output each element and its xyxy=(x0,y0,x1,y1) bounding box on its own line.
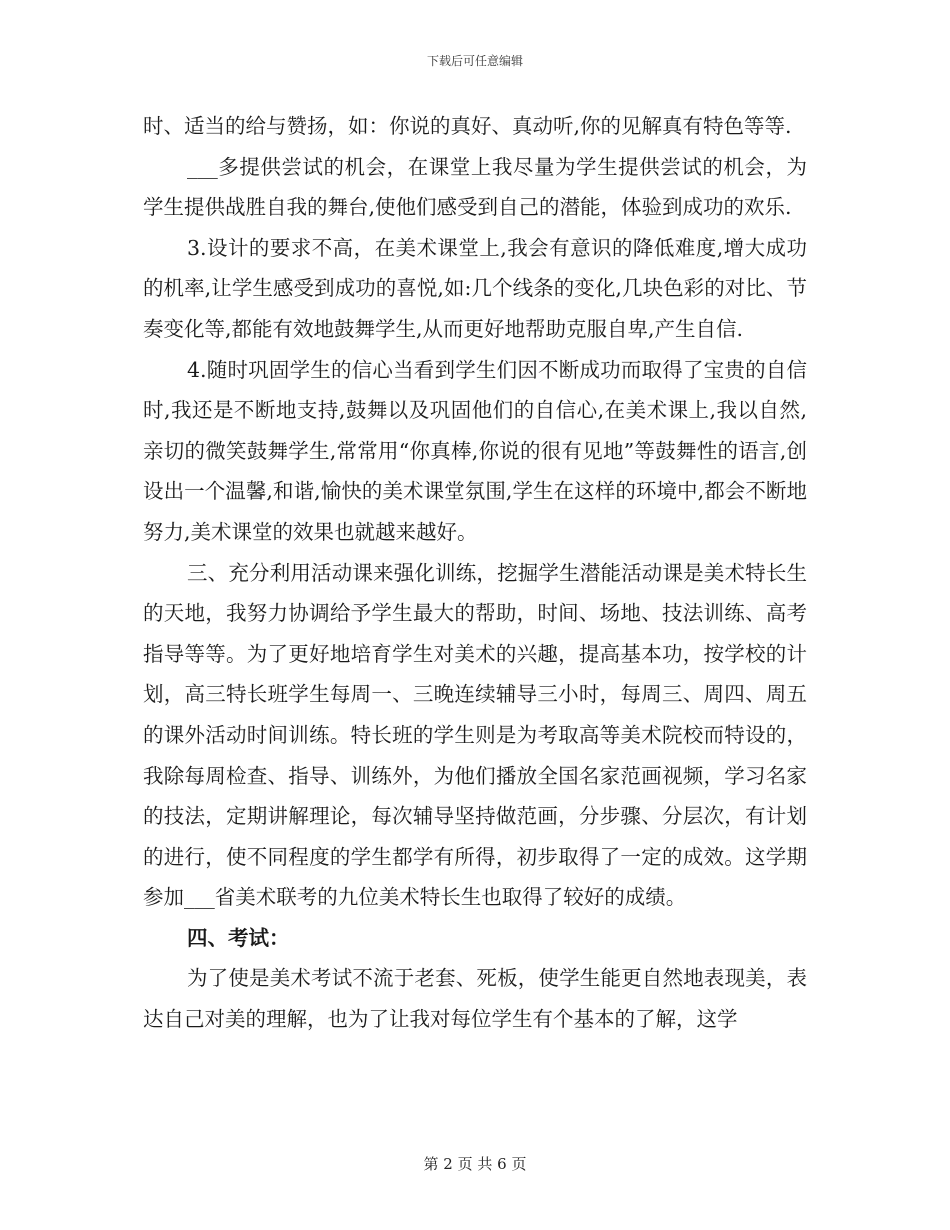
page-footer: 第 2 页 共 6 页 xyxy=(423,1155,527,1173)
document-body xyxy=(143,106,807,1040)
paragraph-praise: 时、适当的给与赞扬，如：你说的真好、真动听,你的见解真有特色等等. xyxy=(143,114,792,138)
section-heading-exam: 四、考试： xyxy=(187,925,290,950)
page-header: 下载后可任意编辑 xyxy=(426,54,523,68)
paragraph-activity-class: 三、充分利用活动课来强化训练，挖掘学生潜能活动课是美术特长生的天地，我努力协调给予学生最大的帮助，时间、场地、技法训练、高考指导等等。为了更好地培育学生对美术的兴趣，提高基本功，按学校的计划，高三特长班学生每周一、三晚连续辅导三小时，每周三、周四、周五的课外活动时间训练。特长班的学生则是为考取高等美术院校而特设的，我除每周检查、指导、训练外，为他们播放全国名家范画视频，学习名家的技法，定期讲解理论，每次辅导坚持做范画，分步骤、分层次，有计划的进行，使不同程度的学生都学有所得，初步取得了一定的成效。这学期参加___省美术联考的九位美术特长生也取得了较好的成绩。 xyxy=(143,560,807,910)
paragraph-consolidate-confidence: 4.随时巩固学生的信心当看到学生们因不断成功而取得了宝贵的自信时,我还是不断地支持,鼓舞以及巩固他们的自信心,在美术课上,我以自然,亲切的微笑鼓舞学生,常常用“你真棒,你说的很有见地”等鼓舞性的语言,创设出一个温馨,和谐,愉快的美术课堂氛围,学生在这样的环境中,都会不断地努力,美术课堂的效果也就越来越好。 xyxy=(143,357,807,544)
paragraph-exam: 为了使是美术考试不流于老套、死板，使学生能更自然地表现美，表达自己对美的理解，也为了让我对每位学生有个基本的了解，这学 xyxy=(143,966,807,1032)
paragraph-design-requirements: 3.设计的要求不高，在美术课堂上,我会有意识的降低难度,增大成功的机率,让学生感受到成功的喜悦,如:几个线条的变化,几块色彩的对比、节奏变化等,都能有效地鼓舞学生,从而更好地帮助克服自卑,产生自信. xyxy=(143,235,807,341)
paragraph-trial-opportunities: ___多提供尝试的机会，在课堂上我尽量为学生提供尝试的机会，为学生提供战胜自我的舞台,使他们感受到自己的潜能，体验到成功的欢乐. xyxy=(143,154,807,220)
